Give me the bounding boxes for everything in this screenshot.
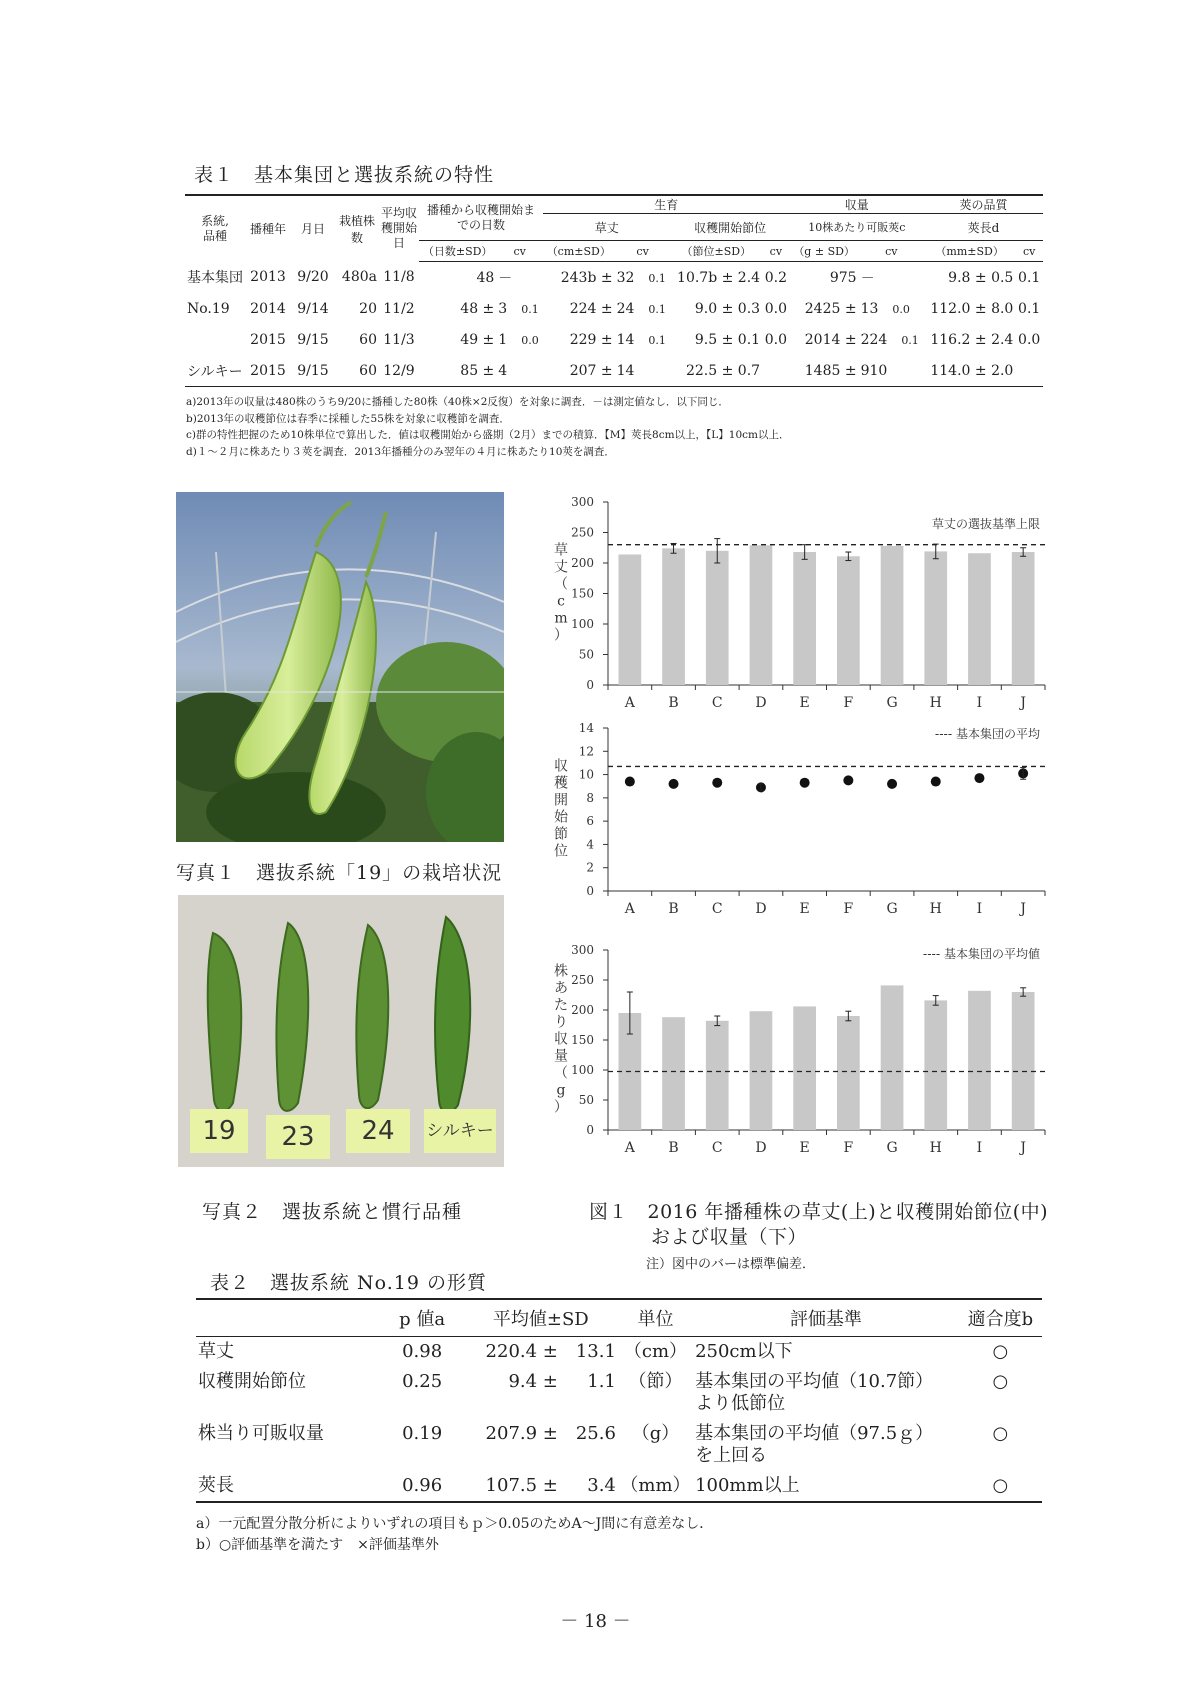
table1-cell-pod: 116.2 ± 2.4 — [930, 331, 1014, 348]
table2-cell-p: 0.98 — [402, 1341, 443, 1362]
chart-x-tick-label: J — [1020, 695, 1026, 711]
chart-x-tick-label: J — [1020, 901, 1026, 917]
chart-x-tick-label: C — [711, 695, 723, 711]
chart-bar — [1012, 552, 1035, 685]
table1-days-sd: 3 — [498, 300, 508, 317]
chart-bar — [793, 552, 816, 685]
t2-th-p: p 値a — [381, 1299, 464, 1337]
figure1-caption-line1: 図１ 2016 年播種株の草丈(上)と収穫開始節位(中) — [589, 1201, 1049, 1223]
table2-caption: 表２ 選抜系統 No.19 の形質 — [210, 1272, 488, 1294]
table2-cell-unit: （節） — [628, 1371, 683, 1392]
chart-point — [887, 779, 897, 789]
table2-cell-mean — [464, 1337, 618, 1368]
chart-point — [974, 773, 984, 783]
chart-y-tick-label: 100 — [571, 617, 594, 631]
table1-note: a)2013年の収量は480株のうち9/20に播種した80株（40株×2反復）を対象に調査．－は測定値なし．以下同じ． — [186, 396, 729, 408]
chart-point — [800, 778, 810, 788]
chart-y-tick-label: 2 — [586, 860, 594, 875]
chart-y-tick-label: 8 — [586, 790, 594, 805]
table1-height-cv: 0.1 — [648, 302, 666, 316]
table2-note: a）一元配置分散分析によりいずれの項目もｐ＞0.05のためA～J間に有意差なし． — [196, 1516, 714, 1532]
th-days-sd: （日数±SD） — [419, 241, 496, 262]
chart-bar — [924, 1000, 947, 1130]
table2-cell-fit: ○ — [992, 1341, 1009, 1362]
table1-days-sd: 4 — [498, 362, 508, 379]
table1-cell-height: 207 ± — [543, 355, 615, 387]
table2-cell-mean — [464, 1471, 618, 1502]
table1-cell-height-sd — [615, 355, 671, 387]
photo2-image — [178, 895, 504, 1167]
chart-x-tick-label: D — [755, 1140, 767, 1156]
chart-y-tick-label: 10 — [578, 767, 594, 782]
table1-days-sd: 1 — [498, 331, 508, 348]
table2-row — [196, 1419, 1042, 1471]
table1-row — [185, 355, 1043, 387]
table1-cell-yield: 1485 ± — [790, 355, 859, 387]
chart-y-tick-label: 0 — [586, 1123, 594, 1137]
th-days: 播種から収穫開始までの日数 — [419, 195, 543, 241]
chart-x-tick-label: F — [843, 1140, 854, 1156]
th-pod-length: 莢長d — [967, 220, 1000, 235]
th-cv: cv — [859, 241, 924, 262]
table2-cell-unit: （cm） — [623, 1341, 688, 1362]
table2-cell-fit: ○ — [992, 1423, 1009, 1444]
chart-y-tick-label: 300 — [571, 495, 594, 509]
chart-x-tick-label: E — [799, 695, 810, 711]
chart-x-tick-label: F — [843, 901, 854, 917]
table1-cell-node: 9.5 ± 0.1 — [694, 331, 761, 348]
chart-bar — [924, 551, 947, 685]
table1-cell-start: 11/8 — [383, 269, 415, 286]
table2-cell-item: 収穫開始節位 — [198, 1371, 306, 1392]
chart-x-tick-label: E — [799, 1140, 810, 1156]
chart-y-tick-label: 12 — [578, 744, 594, 759]
table1-cell-plants: 480a — [341, 269, 377, 286]
table1-cell-height-sd — [615, 293, 671, 324]
chart-bar — [837, 1016, 860, 1130]
table2-sd: 3.4 — [587, 1475, 616, 1496]
table1-cell-plants: 60 — [359, 331, 377, 348]
chart-x-tick-label: C — [711, 901, 723, 917]
th-yield: 収量 — [790, 195, 924, 214]
table1-row — [185, 324, 1043, 355]
th-yield-10: 10株あたり可販莢c — [808, 221, 906, 234]
table1-row — [185, 262, 1043, 294]
table2-notes — [196, 1514, 713, 1556]
table1-days-cv: 0.0 — [521, 333, 539, 347]
table1-height-sd: 14 — [616, 362, 635, 379]
table1-cell-yield: 2014 ± — [804, 331, 857, 348]
th-sow-year: 播種年 — [245, 195, 291, 262]
table1-caption: 表１ 基本集団と選抜系統の特性 — [194, 164, 495, 186]
th-pod-sd: （mm±SD） — [924, 241, 1015, 262]
page-number: － 18 － — [560, 1611, 631, 1632]
table2-cell-mean — [464, 1367, 618, 1419]
table1-height-sd: 32 — [616, 269, 635, 286]
table2-cell-p: 0.96 — [381, 1471, 464, 1502]
chart-y-tick-label: 14 — [578, 721, 594, 735]
chart-bar — [968, 991, 991, 1130]
chart-x-tick-label: A — [624, 695, 635, 711]
chart-point — [843, 775, 853, 785]
photo2-label: 19 — [190, 1109, 248, 1153]
table2-cell-criterion: 基本集団の平均値（97.5ｇ） を上回る — [695, 1423, 934, 1466]
th-harvest-node: 収穫開始節位 — [694, 220, 767, 235]
chart-bar — [881, 546, 904, 685]
table1-cell-pod-cv: 0.0 — [1018, 331, 1041, 348]
table1-cell-days: 48 — [476, 269, 495, 286]
table1-cell-start: 12/9 — [379, 355, 419, 387]
th-height-sd: （cm±SD） — [543, 241, 615, 262]
t2-th-unit: 単位 — [618, 1299, 693, 1337]
t2-th-mean: 平均値±SD — [464, 1299, 618, 1337]
table1-cell-year: 2015 — [245, 355, 291, 387]
chart-x-tick-label: G — [886, 695, 898, 711]
th-avg-harvest-start: 平均収穫開始日 — [379, 195, 419, 262]
chart-point — [625, 777, 635, 787]
photo2-label: 23 — [266, 1115, 330, 1159]
chart-y-tick-label: 300 — [571, 943, 594, 957]
chart-bar — [618, 554, 641, 685]
chart-reference-label: 草丈の選抜基準上限 — [931, 517, 1040, 531]
table1-cell-date: 9/15 — [297, 331, 329, 348]
table2-cell-unit: （mm） — [618, 1471, 693, 1502]
chart-x-tick-label: G — [886, 901, 898, 917]
chart-y-tick-label: 0 — [586, 678, 594, 692]
table1-cell-height: 229 ± — [569, 331, 613, 348]
chart-point — [669, 779, 679, 789]
chart-x-tick-label: E — [799, 901, 810, 917]
table2-cell-criterion: 100mm以上 — [693, 1471, 959, 1502]
chart-y-tick-label: 250 — [571, 973, 594, 987]
table1-height-cv: 0.1 — [648, 271, 666, 285]
table2-mean: 220.4 ± — [485, 1341, 558, 1362]
th-node-sd: （節位±SD） — [671, 241, 762, 262]
chart-reference-label: ---- 基本集団の平均値 — [922, 947, 1040, 961]
chart-y-tick-label: 150 — [571, 586, 594, 601]
table1-cell-pod-cv: 0.1 — [1018, 269, 1041, 286]
table1-cell-yield-sd — [859, 324, 924, 355]
table1-cell-date: 9/15 — [291, 355, 335, 387]
table2-row — [196, 1337, 1042, 1368]
table1-cell-plants: 20 — [359, 300, 377, 317]
figure1-caption — [589, 1200, 1048, 1250]
table1-cell-pod: 112.0 ± 8.0 — [930, 300, 1014, 317]
chart-x-tick-label: H — [929, 1140, 942, 1156]
table1-cell-year: 2014 — [250, 300, 286, 317]
chart-y-tick-label: 50 — [578, 647, 594, 662]
th-plant-height: 草丈 — [594, 220, 619, 235]
table1-cell-name — [185, 324, 245, 355]
t2-th-item — [196, 1299, 381, 1337]
table1-notes — [186, 394, 789, 460]
table2-mean: 9.4 ± — [508, 1371, 558, 1392]
table1-note: c)群の特性把握のため10株単位で算出した．値は収穫開始から盛期（2月）までの積算．【M】莢長8cm以上，【L】10cm以上． — [186, 429, 790, 441]
table1-cell-height-sd — [615, 262, 671, 294]
table1-yield-sd: 910 — [860, 362, 888, 379]
table1-cell-days-sd — [496, 355, 543, 387]
th-plant-count: 栽植株数 — [335, 195, 379, 262]
th-cv: cv — [615, 241, 671, 262]
table2-sd: 1.1 — [587, 1371, 616, 1392]
table1-row — [185, 293, 1043, 324]
table1-cell-date: 9/14 — [297, 300, 329, 317]
table1-cell-yield-sd — [859, 293, 924, 324]
table2-cell-mean — [464, 1419, 618, 1471]
table2-cell-p: 0.25 — [402, 1371, 443, 1392]
chart-x-tick-label: B — [668, 1140, 679, 1156]
chart-y-tick-label: 0 — [586, 884, 594, 898]
th-pod-quality: 莢の品質 — [924, 195, 1043, 214]
chart-x-tick-label: C — [711, 1140, 723, 1156]
table1-height-sd: 24 — [616, 300, 635, 317]
table1 — [185, 194, 1043, 387]
th-yield-sd: （g ± SD） — [790, 241, 859, 262]
chart-y-label: 株あたり収量（ g ） — [554, 963, 568, 1116]
chart-bar — [837, 556, 860, 685]
table1-height-cv: 0.1 — [648, 333, 666, 347]
table1-cell-start: 11/2 — [383, 300, 415, 317]
chart-y-tick-label: 4 — [586, 837, 594, 852]
figure1-charts — [540, 490, 1060, 1180]
table1-yield-sd: － — [860, 270, 875, 287]
chart-x-tick-label: D — [755, 695, 767, 711]
chart-x-tick-label: H — [929, 901, 942, 917]
chart-x-tick-label: F — [843, 695, 854, 711]
table1-cell-name: シルキー — [185, 355, 245, 387]
chart-x-tick-label: B — [668, 695, 679, 711]
table2-sd: 25.6 — [575, 1423, 616, 1444]
table1-cell-days: 49 ± — [460, 331, 495, 348]
table1-cell-node: 9.0 ± 0.3 — [694, 300, 761, 317]
chart-point — [931, 777, 941, 787]
chart-y-tick-label: 6 — [586, 814, 594, 829]
photo1-image — [176, 492, 504, 842]
table2-row — [196, 1471, 1042, 1502]
chart-bar — [750, 545, 773, 685]
table2-mean: 207.9 ± — [485, 1423, 558, 1444]
table2-sd: 13.1 — [575, 1341, 616, 1362]
photo2-caption: 写真２ 選抜系統と慣行品種 — [202, 1201, 463, 1223]
th-month-day: 月日 — [291, 195, 335, 262]
t2-th-criterion: 評価基準 — [693, 1299, 959, 1337]
table1-cell-name: No.19 — [187, 300, 230, 317]
table1-yield-cv: 0.0 — [892, 302, 910, 316]
table2-cell-criterion: 基本集団の平均値（10.7節） より低節位 — [695, 1371, 934, 1414]
table1-cell-days-sd — [496, 293, 543, 324]
table2-note: b）○評価基準を満たす ×評価基準外 — [196, 1537, 439, 1553]
th-line-variety: 系統, 品種 — [185, 195, 245, 262]
chart-x-tick-label: I — [976, 1140, 983, 1156]
chart-y-tick-label: 50 — [578, 1093, 594, 1107]
table1-cell-year: 2013 — [250, 269, 286, 286]
th-cv: cv — [496, 241, 543, 262]
table1-yield-sd: 13 — [860, 300, 879, 317]
chart-y-label: 草丈（ c m ） — [554, 542, 568, 644]
t2-th-fit: 適合度b — [959, 1299, 1042, 1337]
table1-cell-days: 48 ± — [460, 300, 495, 317]
chart-x-tick-label: I — [976, 695, 983, 711]
table1-cell-days: 85 ± — [419, 355, 496, 387]
table1-cell-yield: 2425 ± — [804, 300, 857, 317]
table1-cell-plants: 60 — [335, 355, 379, 387]
table1-cell-yield: 975 — [829, 269, 857, 286]
chart-y-tick-label: 200 — [571, 1003, 594, 1017]
table2-cell-criterion: 250cm以下 — [695, 1341, 793, 1362]
photo1-caption: 写真１ 選抜系統「19」の栽培状況 — [176, 862, 503, 884]
table1-cell-start: 11/3 — [383, 331, 415, 348]
th-growth: 生育 — [543, 195, 790, 214]
figure1-note: 注）図中のバーは標準偏差． — [646, 1257, 816, 1272]
chart-y-tick-label: 150 — [571, 1033, 594, 1047]
chart-bar — [881, 985, 904, 1130]
table1-cell-height: 243b ± — [560, 269, 613, 286]
chart-x-tick-label: H — [929, 695, 942, 711]
chart-bar — [706, 551, 729, 685]
th-cv: cv — [762, 241, 790, 262]
chart-y-tick-label: 250 — [571, 525, 594, 540]
chart-y-tick-label: 100 — [571, 1063, 594, 1077]
chart-bar — [750, 1011, 773, 1130]
table1-cell-yield-sd — [859, 355, 924, 387]
chart-bar — [968, 553, 991, 685]
th-cv: cv — [1015, 241, 1043, 262]
table1-cell-node-cv: 0.0 — [764, 331, 787, 348]
chart-bar — [1012, 992, 1035, 1130]
table1-cell-pod-cv — [1015, 355, 1043, 387]
table1-days-cv: 0.1 — [521, 302, 539, 316]
table1-cell-node: 10.7b ± 2.4 — [677, 269, 761, 286]
chart-reference-label: ---- 基本集団の平均 — [934, 727, 1040, 741]
chart-x-tick-label: J — [1020, 1140, 1026, 1156]
table2-row — [196, 1367, 1042, 1419]
chart-bar — [662, 548, 685, 685]
chart-x-tick-label: B — [668, 901, 679, 917]
table1-cell-date: 9/20 — [297, 269, 329, 286]
chart-bar — [793, 1006, 816, 1130]
table1-cell-height: 224 ± — [569, 300, 613, 317]
chart-bar — [706, 1021, 729, 1130]
table1-cell-year: 2015 — [250, 331, 286, 348]
photo2-label: 24 — [346, 1109, 410, 1153]
chart-x-tick-label: D — [755, 901, 767, 917]
table1-cell-pod-cv: 0.1 — [1018, 300, 1041, 317]
table2-cell-unit: （g） — [631, 1423, 680, 1444]
table1-cell-days-sd — [496, 262, 543, 294]
table2-cell-item: 株当り可販収量 — [198, 1423, 324, 1444]
table1-days-sd: － — [498, 270, 513, 287]
table1-cell-yield-sd — [859, 262, 924, 294]
table2 — [196, 1298, 1042, 1503]
chart-x-tick-label: A — [624, 901, 635, 917]
photo2-label: シルキー — [424, 1109, 496, 1153]
table1-yield-sd: 224 — [860, 331, 888, 348]
table2-cell-item: 草丈 — [198, 1341, 234, 1362]
figure1-caption-line2: および収量（下） — [651, 1226, 808, 1248]
table1-cell-pod: 9.8 ± 0.5 — [948, 269, 1014, 286]
table1-cell-node-cv: 0.2 — [764, 269, 787, 286]
table1-cell-height-sd — [615, 324, 671, 355]
table1-note: d)１～２月に株あたり３莢を調査．2013年播種分のみ翌年の４月に株あたり10莢を調査． — [186, 445, 615, 458]
table2-cell-p: 0.19 — [402, 1423, 443, 1444]
chart-x-tick-label: G — [886, 1140, 898, 1156]
table2-cell-item: 莢長 — [196, 1471, 381, 1502]
table1-cell-pod: 114.0 ± 2.0 — [924, 355, 1015, 387]
table2-mean: 107.5 ± — [485, 1475, 558, 1496]
table2-cell-fit: ○ — [959, 1471, 1042, 1502]
table1-cell-node-cv: 0.0 — [764, 300, 787, 317]
table1-cell-node: 22.5 ± 0.7 — [671, 355, 762, 387]
chart-y-label: 収穫開始節位 — [554, 758, 568, 860]
table1-height-sd: 14 — [616, 331, 635, 348]
table1-note: b)2013年の収穫節位は春季に採種した55株を対象に収穫節を調査． — [186, 412, 510, 425]
table2-cell-fit: ○ — [992, 1371, 1009, 1392]
chart-x-tick-label: A — [624, 1140, 635, 1156]
chart-x-tick-label: I — [976, 901, 983, 917]
chart-y-tick-label: 200 — [571, 556, 594, 570]
table1-cell-days-sd — [496, 324, 543, 355]
chart-bar — [662, 1017, 685, 1130]
table1-cell-name: 基本集団 — [187, 270, 243, 287]
chart-point — [712, 778, 722, 788]
table1-cell-node-cv — [762, 355, 790, 387]
table1-yield-cv: 0.1 — [901, 333, 919, 347]
